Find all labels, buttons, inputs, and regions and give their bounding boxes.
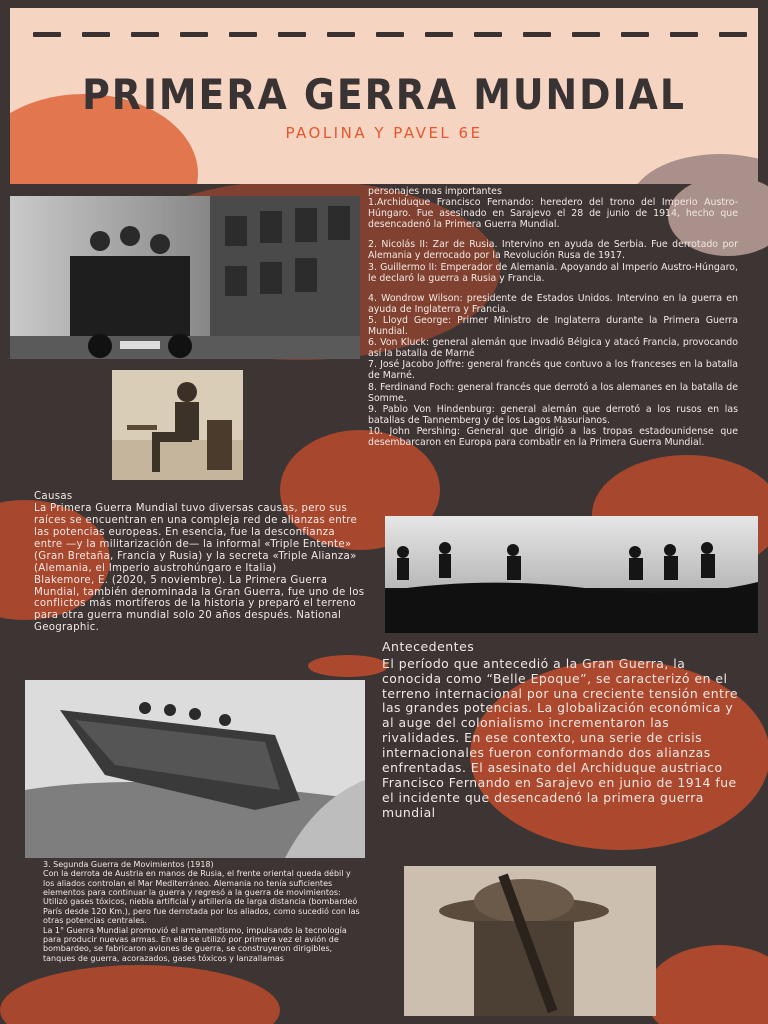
movimientos-text: [43, 860, 363, 963]
photo-soldiers-silhouette: [385, 516, 758, 633]
causas-citation: Blakemore, E. (2020, 5 noviembre). La Primera Guerra Mundial, también denominada la Gran Guerra, fue uno de los conflictos más mortíferos de la historia y preparó el terreno para otra guerra mundial solo 20 años después. National Geographic.: [34, 574, 365, 634]
personaje-item: 5. Lloyd George: Primer Ministro de Inglaterra durante la Primera Guerra Mundial.: [368, 314, 738, 338]
antecedentes-body: El período que antecedió a la Gran Guerra, la conocida como “Belle Epoque”, se caracterizó en el terreno internacional por una creciente tensión entre las grandes potencias. La globalización económica y al auge del colonialismo incrementaron las rivalidades. En ese contexto, una serie de crisis internacionales fueron conformando dos alianzas enfrentadas. El asesinato del Archiduque austriaco Francisco Fernando en Sarajevo en junio de 1914 fue el incidente que desencadenó la primera guerra mundial: [382, 655, 738, 820]
personaje-item: 1.Archiduque Francisco Fernando: heredero del trono del Imperio Austro-Húngaro. Fue asesinado en Sarajevo el 28 de junio de 1914, hecho que desencadenó la Primera Guerra Mundial.: [368, 197, 738, 231]
personaje-item: 4. Wondrow Wilson: presidente de Estados Unidos. Intervino en la guerra en ayuda de Inglaterra y Francia.: [368, 292, 738, 315]
decorative-blob: [645, 945, 768, 1024]
personajes-text: [368, 186, 738, 448]
causas-body: La Primera Guerra Mundial tuvo diversas causas, pero sus raíces se encuentran en una compleja red de alianzas entre las potencias europeas. En esencia, fue la desconfianza entre —y la militarización de— la informal «Triple Entente» (Gran Bretaña, Francia y Rusia) y la secreta «Triple Alianza» (Alemania, el Imperio austrohúngaro e Italia): [34, 502, 358, 574]
antecedentes-heading: Antecedentes: [382, 639, 475, 654]
movimientos-heading: 3. Segunda Guerra de Movimientos (1918): [43, 860, 214, 869]
photo-crowd-truck: [10, 196, 360, 359]
personaje-item: 9. Pablo Von Hindenburg: general alemán que derrotó a los rusos en las batallas de Tannemberg y de los Lagos Masurianos.: [368, 403, 738, 426]
personaje-item: 10. John Pershing: General que dirigió a las tropas estadounidense que desembarcaron en Europa para combatir en la Primera Guerra Mundial.: [368, 425, 738, 448]
personaje-item: 8. Ferdinand Foch: general francés que derrotó a los alemanes en la batalla de Somme.: [368, 381, 738, 404]
page-title: PRIMERA GERRA MUNDIAL: [82, 70, 686, 119]
causas-text: [34, 491, 366, 634]
decorative-blob: [0, 965, 280, 1024]
page-subtitle: PAOLINA Y PAVEL 6E: [285, 124, 483, 142]
movimientos-body: La 1° Guerra Mundial promovió el armamentismo, impulsando la tecnología para producir nuevas armas. En ella se utilizó por primera vez el avión de bombardeo, se fabricaron aviones de guerra, se construyeron dirigibles, tanques de guerra, acorazados, gases tóxicos y lanzallamas: [43, 925, 347, 963]
personaje-item: 2. Nicolás II: Zar de Rusia. Intervino en ayuda de Serbia. Fue derrotado por Alemania y derrocado por la Revolución Rusa de 1917.: [368, 239, 738, 262]
photo-seated-soldier: [112, 370, 243, 480]
personaje-item: 6. Von Kluck: general alemán que invadió Bélgica y atacó Francia, provocando así la batalla de Marné: [368, 337, 738, 360]
personaje-item: 3. Guillermo II: Emperador de Alemania. Apoyando al Imperio Austro-Húngaro, le declaró la guerra a Rusia y Francia.: [368, 261, 738, 284]
decorative-blob: [308, 655, 388, 677]
personajes-heading: personajes mas importantes: [368, 186, 502, 197]
photo-soldier-rifle: [404, 866, 656, 1016]
movimientos-body: Con la derrota de Austria en manos de Rusia, el frente oriental queda débil y los aliados controlan el Mar Mediterráneo. Alemania no tenía suficientes elementos para continuar la guerra y regresó a la guerra de movimientos: Utilizó gases tóxicos, niebla artificial y artillería de larga distancia (bombardeó París desde 120 Km.), pero fue derrotada por los aliados, como sucedió con las otras potencias centrales.: [43, 869, 360, 926]
antecedentes-text: [382, 640, 742, 820]
personaje-item: 7. José Jacobo Joffre: general francés que contuvo a los franceses en la batalla de Marné.: [368, 359, 738, 382]
causas-heading: Causas: [34, 491, 73, 502]
photo-tank: [25, 680, 365, 858]
